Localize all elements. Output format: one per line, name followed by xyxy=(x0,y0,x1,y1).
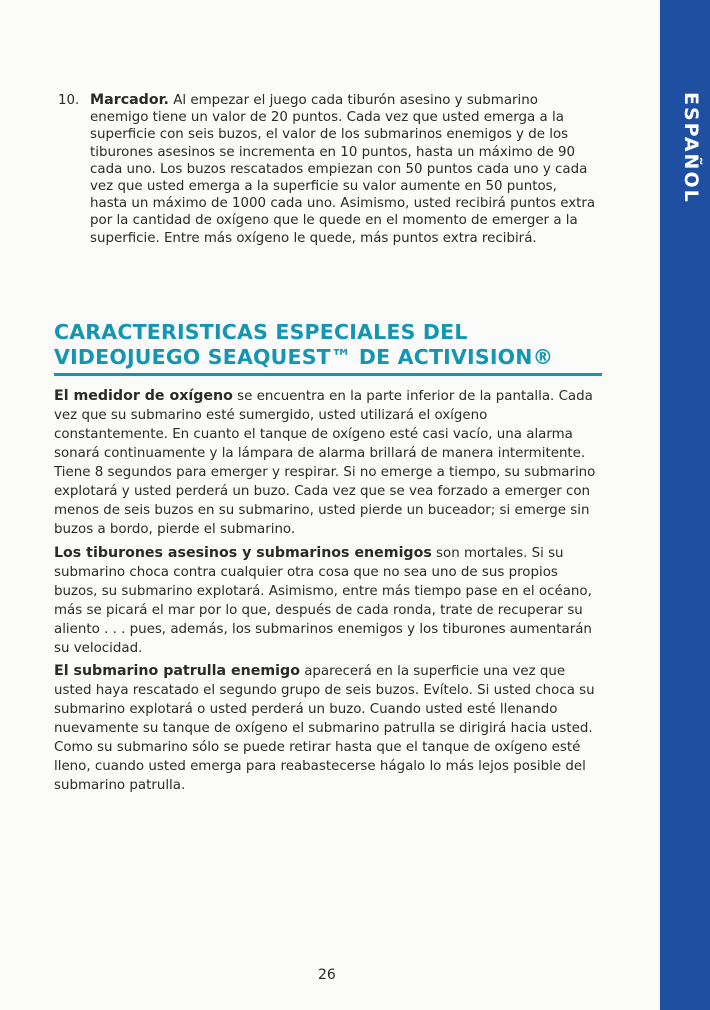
paragraph-lead: El submarino patrulla enemigo xyxy=(54,663,300,679)
paragraph-sharks-and-subs xyxy=(54,544,602,658)
paragraph-oxygen-meter xyxy=(54,387,602,539)
language-tab-label: ESPAÑOL xyxy=(680,92,702,204)
paragraph-lead: El medidor de oxígeno xyxy=(54,388,233,404)
page-number: 26 xyxy=(318,967,336,983)
paragraph-text: aparecerá en la superficie una vez que usted haya rescatado el segundo grupo de seis buzos. Evítelo. Si usted choca su submarino explotará o usted perderá un buzo. Cuando usted esté llenando nuevamente su tanque de oxígeno el submarino patrulla se dirigirá hacia usted. Como su submarino sólo se puede retirar hasta que el tanque de oxígeno esté lleno, cuando usted emerga para reabastecerse hágalo lo más lejos posible del submarino patrulla. xyxy=(54,664,595,793)
paragraph-lead: Los tiburones asesinos y submarinos enemigos xyxy=(54,545,432,561)
language-side-tab xyxy=(660,0,710,1010)
paragraph-patrol-sub xyxy=(54,662,602,795)
section-divider xyxy=(54,373,602,376)
paragraph-text: se encuentra en la parte inferior de la pantalla. Cada vez que su submarino esté sumergido, usted utilizará el oxígeno constantemente. En cuanto el tanque de oxígeno esté casi vacío, una alarma sonará continuamente y la lámpara de alarma brillará de manera intermitente. Tiene 8 segundos para emerger y respirar. Si no emerge a tiempo, su submarino explotará y usted perderá un buzo. Cada vez que se vea forzado a emerger con menos de seis buzos en su submarino, usted pierde un buceador; si emerge sin buzos a bordo, pierde el submarino. xyxy=(54,389,596,537)
list-item-text: Al empezar el juego cada tiburón asesino y submarino enemigo tiene un valor de 20 puntos. Cada vez que usted emerga a la superficie con seis buzos, el valor de los submarinos enemigos y de los tiburones asesinos se incrementa en 10 puntos, hasta un máximo de 90 cada uno. Los buzos rescatados empiezan con 50 puntos cada uno y cada vez que usted emerga a la superficie su valor aumente en 50 puntos, hasta un máximo de 1000 cada uno. Asimismo, usted recibirá puntos extra por la cantidad de oxígeno que le quede en el momento de emerger a la superficie. Entre más oxígeno le quede, más puntos extra recibirá. xyxy=(90,93,596,246)
list-item-lead: Marcador. xyxy=(90,92,169,108)
list-item-body xyxy=(90,92,598,247)
section-title: CARACTERISTICAS ESPECIALES DEL VIDEOJUEGO SEAQUEST™ DE ACTIVISION® xyxy=(54,320,554,369)
list-item-marcador xyxy=(58,92,598,247)
paragraph-text: son mortales. Si su submarino choca contra cualquier otra cosa que no sea uno de sus propios buzos, su submarino explotará. Asimismo, entre más tiempo pase en el océano, más se picará el mar por lo que, después de cada ronda, trate de recuperar su aliento . . . pues, además, los submarinos enemigos y los tiburones aumentarán su velocidad. xyxy=(54,546,592,656)
list-item-number: 10. xyxy=(58,93,80,108)
